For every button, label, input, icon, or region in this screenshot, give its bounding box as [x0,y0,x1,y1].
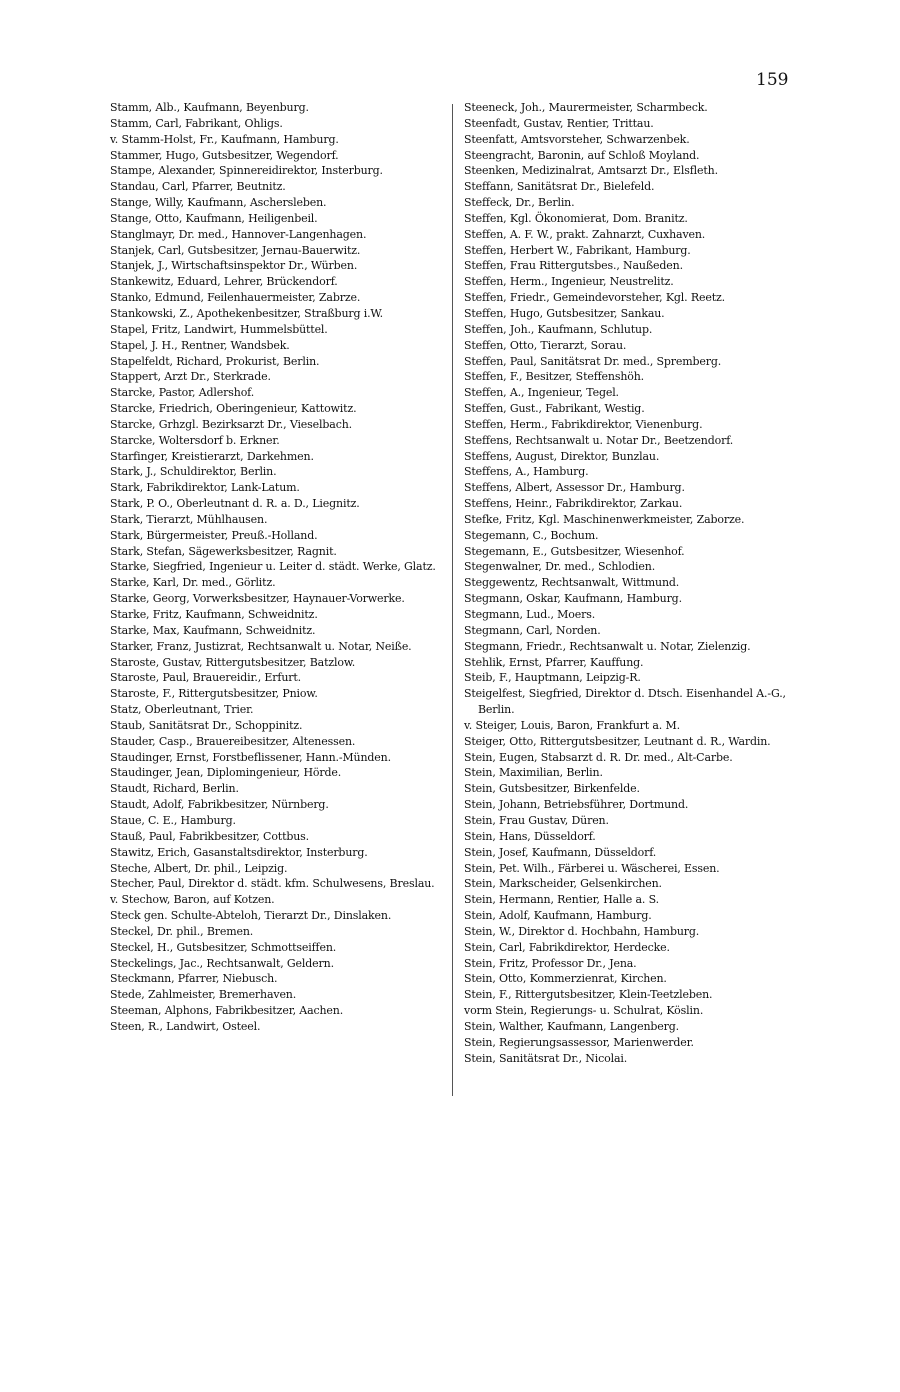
directory-entry: Steffen, Frau Rittergutsbes., Naußeden. [464,259,683,273]
directory-entry: Stark, Stefan, Sägewerksbesitzer, Ragnit. [110,544,337,558]
directory-entry: Starcke, Grhzgl. Bezirksarzt Dr., Vieselbach. [110,417,352,431]
directory-entry: Stammer, Hugo, Gutsbesitzer, Wegendorf. [110,148,339,162]
directory-entry: Steffen, Kgl. Ökonomierat, Dom. Branitz. [464,211,688,225]
directory-entry: Steiger, Otto, Rittergutsbesitzer, Leutnant d. R., Wardin. [464,734,771,748]
directory-entry: Starcke, Pastor, Adlershof. [110,386,255,400]
directory-entry: Steckel, H., Gutsbesitzer, Schmottseiffen. [110,940,337,954]
directory-entry: Stein, Pet. Wilh., Färberei u. Wäscherei, Essen. [464,861,720,875]
directory-entry: Stauder, Casp., Brauereibesitzer, Altenessen. [110,734,356,748]
directory-entry: Stanjek, J., Wirtschaftsinspektor Dr., Würben. [110,259,358,273]
directory-entry: Stein, Hans, Düsseldorf. [464,829,596,843]
directory-entry: Steffen, Paul, Sanitätsrat Dr. med., Spremberg. [464,354,722,368]
directory-entry: Steck gen. Schulte-Abteloh, Tierarzt Dr., Dinslaken. [110,909,392,923]
directory-entry: Stein, Otto, Kommerzienrat, Kirchen. [464,972,667,986]
directory-entry: Stein, F., Rittergutsbesitzer, Klein-Teetzleben. [464,988,713,1002]
directory-entry: Steffeck, Dr., Berlin. [464,196,575,210]
directory-entry: Stappert, Arzt Dr., Sterkrade. [110,370,271,384]
directory-entry: Steffann, Sanitätsrat Dr., Bielefeld. [464,180,655,194]
directory-entry: Steffen, Otto, Tierarzt, Sorau. [464,338,627,352]
directory-entry: Starke, Fritz, Kaufmann, Schweidnitz. [110,608,318,621]
directory-entry: Stanko, Edmund, Feilenhauermeister, Zabrze. [110,291,361,305]
directory-entry: Starker, Franz, Justizrat, Rechtsanwalt u. Notar, Neiße. [110,639,412,653]
directory-entry: v. Steiger, Louis, Baron, Frankfurt a. M. [464,718,680,732]
directory-entry: Steigelfest, Siegfried, Direktor d. Dtsch. Eisenhandel A.-G., Berlin. [464,687,786,717]
directory-entry: Stein, Adolf, Kaufmann, Hamburg. [464,909,652,923]
directory-entry: Stein, Regierungsassessor, Marienwerder. [464,1035,694,1049]
directory-entry: Stein, Gutsbesitzer, Birkenfelde. [464,782,640,796]
directory-entry: Steffen, Joh., Kaufmann, Schlutup. [464,322,653,336]
directory-entry: Steckelings, Jac., Rechtsanwalt, Geldern. [110,956,334,970]
directory-entry: Starke, Karl, Dr. med., Görlitz. [110,576,276,590]
directory-entry: Stegmann, Friedr., Rechtsanwalt u. Notar, Zielenzig. [464,639,751,653]
directory-entry: Stark, J., Schuldirektor, Berlin. [110,465,277,479]
directory-entry: Stamm, Alb., Kaufmann, Beyenburg. [110,101,309,114]
directory-entry: Standau, Carl, Pfarrer, Beutnitz. [110,180,286,194]
directory-column-right [464,100,792,1066]
directory-entry: v. Stechow, Baron, auf Kotzen. [110,893,275,907]
directory-entry: Stegmann, Oskar, Kaufmann, Hamburg. [464,592,682,606]
directory-entry: Stegmann, Carl, Norden. [464,623,601,637]
directory-entry: Stehlik, Ernst, Pfarrer, Kauffung. [464,655,644,669]
column-divider [452,104,453,1096]
directory-entry: Stein, Frau Gustav, Düren. [464,813,609,827]
directory-entry: Stark, P. O., Oberleutnant d. R. a. D., Liegnitz. [110,497,360,511]
directory-entry: Stark, Fabrikdirektor, Lank-Latum. [110,481,300,495]
directory-entry: Steffen, A. F. W., prakt. Zahnarzt, Cuxhaven. [464,227,706,241]
directory-entry: Stanjek, Carl, Gutsbesitzer, Jernau-Bauerwitz. [110,243,361,257]
directory-entry: Steffen, F., Besitzer, Steffenshöh. [464,370,645,384]
directory-entry: Stark, Bürgermeister, Preuß.-Holland. [110,528,318,542]
directory-entry: Steckmann, Pfarrer, Niebusch. [110,972,278,986]
directory-entry: Steenken, Medizinalrat, Amtsarzt Dr., Elsfleth. [464,164,718,178]
directory-entry: Starke, Max, Kaufmann, Schweidnitz. [110,623,316,637]
page-number: 159 [756,70,789,90]
directory-entry: Starcke, Woltersdorf b. Erkner. [110,433,280,447]
directory-entry: Stegenwalner, Dr. med., Schlodien. [464,560,656,574]
directory-column-left [110,100,443,1035]
directory-entry: Stapelfeldt, Richard, Prokurist, Berlin. [110,354,320,368]
directory-entry: Stecher, Paul, Direktor d. städt. kfm. Schulwesens, Breslau. [110,877,435,891]
directory-entry: Staub, Sanitätsrat Dr., Schoppinitz. [110,718,303,732]
directory-entry: v. Stamm-Holst, Fr., Kaufmann, Hamburg. [110,132,339,146]
directory-entry: Steengracht, Baronin, auf Schloß Moyland. [464,148,700,162]
directory-entry: Stawitz, Erich, Gasanstaltsdirektor, Insterburg. [110,845,368,859]
directory-entry: Stegemann, C., Bochum. [464,528,599,542]
directory-entry: Steeneck, Joh., Maurermeister, Scharmbeck. [464,101,708,114]
directory-entry: Stankowski, Z., Apothekenbesitzer, Straßburg i.W. [110,306,384,320]
directory-entry: Staudinger, Jean, Diplomingenieur, Hörde. [110,766,342,780]
directory-entry: Stein, Hermann, Rentier, Halle a. S. [464,893,659,907]
directory-entry: Stede, Zahlmeister, Bremerhaven. [110,988,297,1002]
directory-entry: Stanglmayr, Dr. med., Hannover-Langenhagen. [110,227,367,241]
directory-entry: Steib, F., Hauptmann, Leipzig-R. [464,671,641,685]
directory-entry: Stampe, Alexander, Spinnereidirektor, Insterburg. [110,164,383,178]
directory-entry: Steffen, Herm., Fabrikdirektor, Vienenburg. [464,417,703,431]
directory-entry: Steffen, Friedr., Gemeindevorsteher, Kgl. Reetz. [464,291,725,305]
directory-entry: Stange, Otto, Kaufmann, Heiligenbeil. [110,211,318,225]
directory-entry: Stein, Markscheider, Gelsenkirchen. [464,877,662,891]
directory-entry: Stapel, Fritz, Landwirt, Hummelsbüttel. [110,322,328,336]
directory-entry: Steen, R., Landwirt, Osteel. [110,1019,261,1033]
directory-entry: Steenfatt, Amtsvorsteher, Schwarzenbek. [464,132,690,146]
directory-entry: Steenfadt, Gustav, Rentier, Trittau. [464,116,654,130]
directory-entry: Stegemann, E., Gutsbesitzer, Wiesenhof. [464,544,685,558]
directory-entry: Steffen, A., Ingenieur, Tegel. [464,386,619,400]
directory-entry: Steffens, August, Direktor, Bunzlau. [464,449,660,463]
directory-entry: Stamm, Carl, Fabrikant, Ohligs. [110,116,283,130]
directory-entry: Staroste, F., Rittergutsbesitzer, Pniow. [110,687,318,701]
directory-entry: Steffen, Gust., Fabrikant, Westig. [464,402,645,416]
directory-entry: Staroste, Paul, Brauereidir., Erfurt. [110,671,301,685]
directory-entry: Stark, Tierarzt, Mühlhausen. [110,512,268,526]
directory-entry: Steffens, Rechtsanwalt u. Notar Dr., Beetzendorf. [464,433,734,447]
directory-entry: Stankewitz, Eduard, Lehrer, Brückendorf. [110,275,338,289]
directory-entry: Steeman, Alphons, Fabrikbesitzer, Aachen. [110,1004,344,1018]
directory-entry: Starcke, Friedrich, Oberingenieur, Kattowitz. [110,402,357,416]
directory-entry: Steffen, Herm., Ingenieur, Neustrelitz. [464,275,674,289]
directory-entry: Stein, Josef, Kaufmann, Düsseldorf. [464,845,657,859]
directory-entry: Statz, Oberleutnant, Trier. [110,703,254,717]
directory-entry: Stein, Maximilian, Berlin. [464,766,603,780]
directory-entry: Staudinger, Ernst, Forstbeflissener, Hann.-Münden. [110,750,391,764]
directory-entry: Stegmann, Lud., Moers. [464,608,596,621]
directory-entry: Stefke, Fritz, Kgl. Maschinenwerkmeister, Zaborze. [464,512,745,526]
directory-entry: Stein, Sanitätsrat Dr., Nicolai. [464,1051,628,1065]
directory-entry: Stauß, Paul, Fabrikbesitzer, Cottbus. [110,829,310,843]
directory-entry: Stein, Eugen, Stabsarzt d. R. Dr. med., Alt-Carbe. [464,750,733,764]
directory-entry: Stein, W., Direktor d. Hochbahn, Hamburg. [464,924,700,938]
directory-entry: vorm Stein, Regierungs- u. Schulrat, Köslin. [464,1004,704,1018]
directory-entry: Steche, Albert, Dr. phil., Leipzig. [110,861,288,875]
directory-entry: Stapel, J. H., Rentner, Wandsbek. [110,338,290,352]
directory-entry: Starke, Siegfried, Ingenieur u. Leiter d. städt. Werke, Glatz. [110,560,436,574]
directory-entry: Stein, Johann, Betriebsführer, Dortmund. [464,798,689,812]
directory-entry: Staroste, Gustav, Rittergutsbesitzer, Batzlow. [110,655,356,669]
directory-entry: Stein, Fritz, Professor Dr., Jena. [464,956,637,970]
directory-entry: Stange, Willy, Kaufmann, Aschersleben. [110,196,327,210]
directory-entry: Steggewentz, Rechtsanwalt, Wittmund. [464,576,680,590]
directory-entry: Stein, Walther, Kaufmann, Langenberg. [464,1019,680,1033]
directory-entry: Staue, C. E., Hamburg. [110,813,236,827]
directory-entry: Staudt, Richard, Berlin. [110,782,239,796]
directory-entry: Steffen, Herbert W., Fabrikant, Hamburg. [464,243,691,257]
directory-entry: Steffen, Hugo, Gutsbesitzer, Sankau. [464,306,665,320]
directory-entry: Steffens, Heinr., Fabrikdirektor, Zarkau. [464,497,683,511]
directory-entry: Staudt, Adolf, Fabrikbesitzer, Nürnberg. [110,798,329,812]
directory-entry: Steffens, A., Hamburg. [464,465,589,479]
directory-entry: Starfinger, Kreistierarzt, Darkehmen. [110,449,314,463]
directory-entry: Stein, Carl, Fabrikdirektor, Herdecke. [464,940,670,954]
directory-entry: Steckel, Dr. phil., Bremen. [110,924,254,938]
directory-entry: Steffens, Albert, Assessor Dr., Hamburg. [464,481,685,495]
directory-entry: Starke, Georg, Vorwerksbesitzer, Haynauer-Vorwerke. [110,592,405,606]
